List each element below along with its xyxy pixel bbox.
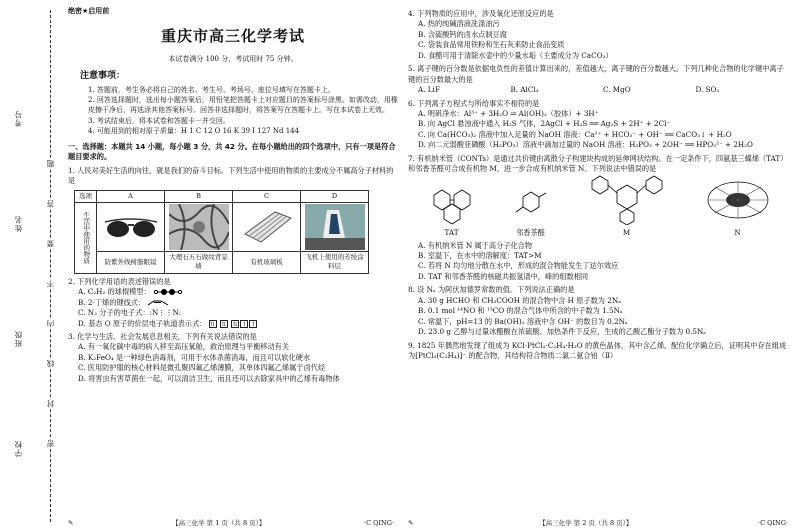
orbital-box: ↑	[241, 320, 247, 328]
footer-text: 【高三化学 第 2 页（共 8 页）】	[539, 518, 633, 527]
question-5	[408, 64, 788, 95]
question-stem: 6. 下列离子方程式与所给事实不相符的是	[408, 98, 540, 108]
material-table	[74, 190, 369, 274]
option-caption: 有机玻璃板	[233, 251, 301, 273]
question-stem: 4. 下列物质的应用中，涉及氧化还原反应的是	[408, 9, 554, 18]
airplane-image	[301, 202, 369, 251]
right-page	[402, 0, 794, 532]
reaction-scheme	[408, 177, 788, 239]
table-header: C	[233, 190, 301, 202]
school-label: 学校	[14, 440, 23, 457]
option-caption: 防紫外线树脂眼镜	[97, 251, 165, 273]
name-label: 姓名	[14, 215, 23, 232]
option-c: C. MgO	[603, 85, 631, 95]
question-stem: 1. 人民对美好生活的向往，就是我们的奋斗目标。下列生活中使用的物质的主要成分不属高分子材料的是	[68, 165, 394, 186]
option-c: C. 向 Ca(HCO₃)₂ 溶液中加入足量的 NaOH 溶液：Ca²⁺ + HCO₃⁻ + OH⁻ ══ CaCO₃↓ + H₂O	[418, 129, 732, 139]
option-a: A. 有机纳米管 N 属于高分子化合物	[418, 240, 533, 250]
cut-mark: 要	[46, 240, 55, 248]
structure-label: TAT	[444, 228, 459, 238]
structure-label: N	[734, 228, 741, 238]
option-b	[78, 298, 398, 308]
option-a: A. LiF	[418, 85, 440, 95]
table-header: B	[165, 190, 233, 202]
option-d: D. 23.0 g 乙醇与过量冰醋酸在浓硫酸、加热条件下反应，生成的乙酸乙酯分子数为 0.5Nₐ	[418, 327, 707, 337]
option-a: A. 有一氧化碳中毒的病人移至高压氧舱，救治原理与平衡移动有关	[78, 342, 290, 352]
binding-margin	[0, 0, 62, 532]
cut-mark: 封	[46, 400, 55, 408]
question-stem: 7. 有机纳米管（CONTs）是通过共价键由离散分子构建块构成的延伸网状结构。在一定条件下，四氨基三蝶烯（TAT）和邻香茶醛可合成有机物 M，进一步合成有机纳米管 N。下列说法中错误的是	[408, 153, 788, 174]
option-b: B. 含硫酸钙的卤水点制豆腐	[418, 29, 507, 39]
question-4	[408, 9, 788, 61]
footer-code: ·C QING·	[758, 518, 788, 527]
option-c: C. N₂ 分子的电子式：:N⋮⋮N:	[78, 308, 182, 318]
option-a: A. 30 g HCHO 和 CH₃COOH 的混合物中含 H 原子数为 2Nₐ	[418, 295, 621, 305]
question-7	[408, 154, 788, 283]
notice-block	[68, 70, 398, 136]
left-column	[68, 6, 398, 384]
option-b: B. AlCl₃	[510, 85, 539, 95]
question-6	[408, 99, 788, 151]
table-header: A	[97, 190, 165, 202]
question-stem: 8. 设 Nₐ 为阿伏加德罗常数的值。下列说法正确的是	[408, 285, 575, 295]
question-3	[68, 332, 398, 384]
class-label: 班级	[14, 330, 23, 347]
structure-label: M	[622, 228, 631, 238]
notice-item: 4. 可能用到的相对原子质量：H 1 C 12 O 16 K 39 I 127 Nd 144	[88, 126, 300, 135]
nanotube-structure	[703, 175, 773, 239]
option-b: B. 0.1 mol ¹⁴NO 和 ¹³CO 的混合气体中所含的中子数为 1.5Nₐ	[418, 306, 623, 316]
table-header: 选项	[75, 190, 97, 202]
aldehyde-structure	[511, 185, 551, 239]
option-caption: 大理石五石做纹背景墙	[165, 251, 233, 273]
option-text: D. 基态 O 原子的价层电子轨道表示式：	[78, 318, 207, 328]
option-a: A. 热的纯碱溶液洗涤油污	[418, 19, 500, 29]
option-a	[78, 287, 398, 297]
orbital-box: ⇅	[221, 320, 227, 328]
section-heading: 一、选择题：本题共 14 小题，每小题 3 分，共 42 分。在每小题给出的四个选项中，只有一项是符合题目要求的。	[68, 141, 396, 162]
option-row	[418, 85, 788, 95]
footer-text: 【高三化学 第 1 页（共 8 页）】	[172, 518, 266, 527]
question-1	[68, 166, 398, 274]
cut-mark: 内	[46, 320, 55, 328]
option-c: C. 袋装食品常用铁粉和生石灰来防止食品变质	[418, 40, 565, 50]
pen-icon: ✎	[68, 518, 74, 527]
option-b: B. 室温下，在水中的溶解度：TAT>M	[418, 251, 542, 260]
option-d: D. 食醋可用于清除水壶中的少量水垢（主要成分为 CaCO₃）	[418, 50, 613, 60]
cut-mark: 不	[46, 280, 55, 288]
bond-line-icon	[147, 299, 169, 307]
tat-structure	[424, 181, 480, 239]
left-footer	[68, 519, 394, 528]
sunglasses-image	[97, 202, 165, 251]
option-c: C. 医用防护服的核心材料是微孔聚四氟乙烯薄膜，其单体四氟乙烯属于卤代烃	[78, 363, 326, 373]
option-a: A. 明矾净水：Al³⁺ + 3H₂O ⇌ Al(OH)₃（胶体）+ 3H⁺	[418, 108, 599, 118]
option-text: B. 2-丁烯的键线式：	[78, 297, 146, 307]
notice-item: 2. 回答选择题时，选出每小题答案后，用铅笔把答题卡上对应题目的答案标号涂黑。如需改动，用橡皮擦干净后，再选涂其他答案标号。回答非选择题时，将答案写在答题卡上。写在本试卷上无效。	[88, 96, 398, 115]
orbital-box: ⇅	[232, 320, 238, 328]
option-b: B. 向 AgCl 悬浊液中通入 H₂S 气体，2AgCl + H₂S ══ Ag₂S + 2H⁺ + 2Cl⁻	[418, 119, 671, 129]
notice-item: 1. 答题前，考生务必将自己的姓名、考生号、考场号、座位号填写在答题卡上。	[88, 86, 335, 95]
right-column	[408, 6, 788, 361]
question-stem: 3. 化学与生活、社会发展息息相关，下列有关说法错误的是	[68, 331, 257, 341]
orbital-diagram	[209, 319, 259, 328]
notice-title: 注意事项：	[80, 71, 126, 82]
question-2	[68, 277, 398, 329]
question-9	[408, 341, 788, 362]
question-stem: 5. 离子键的百分数是依据电负性的差值计算出来的，差值越大，离子键的百分数越大。下列几种化合物的化学键中离子键的百分数最大的是	[408, 64, 784, 84]
option-c: C. 若将 N 均匀地分散在水中，形成的混合物能发生丁达尔效应	[418, 261, 619, 271]
option-d: D. SO₂	[695, 85, 720, 95]
question-8	[408, 285, 788, 337]
option-d: D. 将害虫有害草菌在一起，可以清洁卫生，而且还可以去除家具中的乙烯有毒物体	[78, 373, 340, 383]
acrylic-board-image	[233, 202, 301, 251]
footer-code: ·C QING·	[364, 518, 394, 527]
option-c: C. 常温下，pH=13 的 Ba(OH)₂ 溶液中含 OH⁻ 的数目为 0.2Nₐ	[418, 316, 628, 326]
marble-image	[165, 202, 233, 251]
exam-subtitle: 本试卷满分 100 分，考试用时 75 分钟。	[168, 54, 298, 63]
row-label: 生活中使用的物质	[75, 202, 97, 273]
right-footer	[408, 519, 788, 528]
cut-mark: 线	[46, 360, 55, 368]
option-text: A. C₂H₂ 的球棍模型：	[78, 287, 151, 297]
orbital-box: ↑	[250, 320, 256, 328]
structure-label: 邻香茶醛	[516, 228, 545, 238]
question-stem: 9. 1825 年偶然地发现了组成为 KCl·PtCl₂·C₂H₄·H₂O 的黄色晶体，其中含乙烯，配位化学确立后，证明其中存在组成为[PtCl₃(C₂H₄)]⁻ 的配合物，其结构符合物质二氯二氨合铂（Ⅱ）	[408, 340, 787, 360]
secret-label: 绝密★启用前	[68, 7, 110, 15]
cut-mark: 题	[46, 160, 55, 168]
option-b: B. K₂FeO₄ 是一种绿色消毒剂，可用于水体杀菌消毒，而且可以软化硬水	[78, 352, 311, 362]
table-header: D	[301, 190, 369, 202]
orbital-box: ⇅	[210, 320, 216, 328]
option-d: D. 向二元弱酸亚磷酸（H₃PO₃）溶液中滴加过量的 NaOH 溶液：H₃PO₃ + 2OH⁻ ══ HPO₃²⁻ + 2H₂O	[418, 140, 753, 150]
cut-mark: 答	[46, 200, 55, 208]
exam-number-label: 考号	[14, 110, 23, 127]
pen-icon: ✎	[408, 518, 414, 527]
m-structure	[582, 171, 672, 239]
option-caption: 飞机上使用的芳纶涂料层	[301, 251, 369, 273]
cut-mark: 密	[46, 440, 55, 448]
question-stem: 2. 下列化学用语的表述错误的是	[68, 276, 171, 286]
option-d: D. TAT 和邻香茶醛的核磁共振氢谱中，峰的组数相同	[418, 271, 589, 281]
option-d	[78, 319, 398, 329]
notice-item: 3. 考试结束后，将本试卷和答题卡一并交回。	[88, 116, 230, 125]
ball-stick-model-icon	[153, 288, 183, 296]
exam-title: 重庆市高三化学考试	[160, 27, 305, 46]
